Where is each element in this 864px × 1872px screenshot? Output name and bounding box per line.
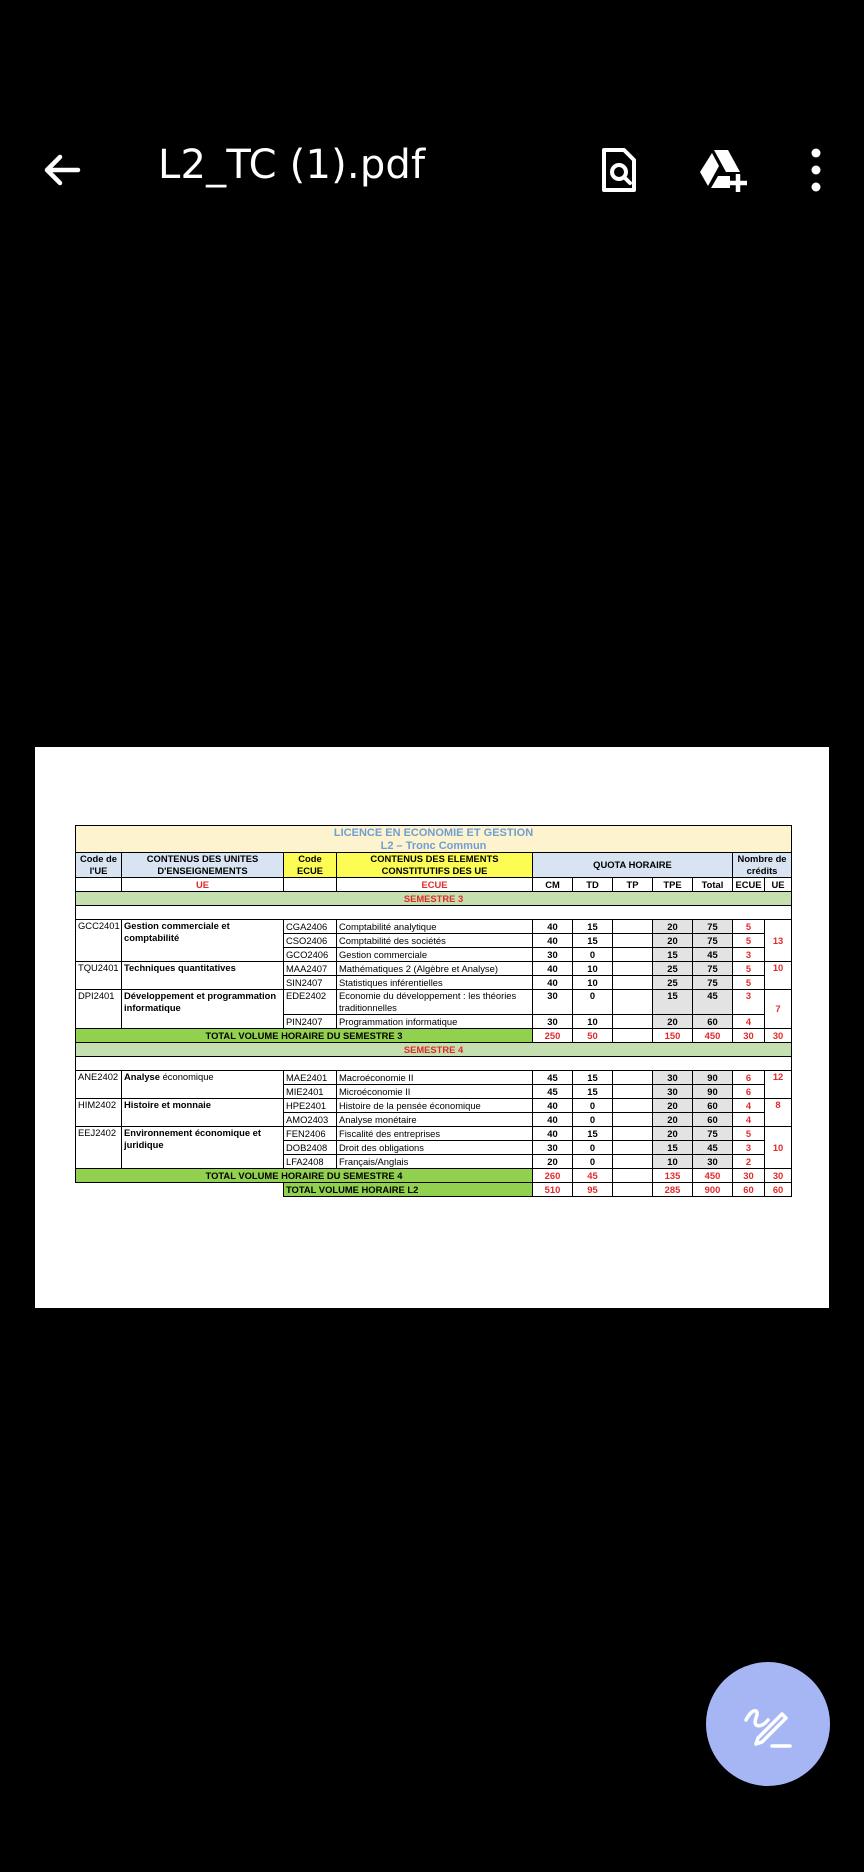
total-value: 45 <box>693 990 733 1015</box>
ecue-code: HPE2401 <box>284 1099 337 1113</box>
ue-credits: 7 <box>765 990 792 1029</box>
ecue-name: Analyse monétaire <box>337 1113 533 1127</box>
tp-value <box>613 1113 653 1127</box>
ecue-name: Statistiques inférentielles <box>337 976 533 990</box>
more-vert-icon[interactable] <box>790 144 842 196</box>
ecue-credits: 5 <box>733 962 765 976</box>
ecue-credits: 4 <box>733 1099 765 1113</box>
total-value: 75 <box>693 962 733 976</box>
ecue-name: Histoire de la pensée économique <box>337 1099 533 1113</box>
ecue-credits: 3 <box>733 948 765 962</box>
total-tp <box>613 1169 653 1183</box>
tpe-value: 20 <box>653 920 693 934</box>
total-value: 75 <box>693 1127 733 1141</box>
ue-code: TQU2401 <box>76 962 122 990</box>
td-value: 15 <box>573 934 613 948</box>
tp-value <box>613 1015 653 1029</box>
ecue-name: Gestion commerciale <box>337 948 533 962</box>
cm-value: 40 <box>533 934 573 948</box>
header-contenus-ue: CONTENUS DES UNITES D'ENSEIGNEMENTS <box>122 853 284 878</box>
ue-name: Techniques quantitatives <box>122 962 284 990</box>
header-cr-ecue: ECUE <box>733 878 765 892</box>
ecue-code: MAA2407 <box>284 962 337 976</box>
td-value: 10 <box>573 962 613 976</box>
tp-value <box>613 1071 653 1085</box>
ecue-credits: 5 <box>733 976 765 990</box>
ecue-code: MIE2401 <box>284 1085 337 1099</box>
total-td: 50 <box>573 1029 613 1043</box>
header-ecue: ECUE <box>337 878 533 892</box>
total-value: 75 <box>693 976 733 990</box>
tp-value <box>613 948 653 962</box>
total-ecue: 30 <box>733 1029 765 1043</box>
ecue-credits: 2 <box>733 1155 765 1169</box>
ecue-credits: 5 <box>733 920 765 934</box>
total-value: 90 <box>693 1085 733 1099</box>
tp-value <box>613 1099 653 1113</box>
ue-credits: 8 <box>765 1099 792 1127</box>
ecue-credits: 6 <box>733 1071 765 1085</box>
semester-3-label: SEMESTRE 3 <box>76 892 792 906</box>
pdf-page <box>35 747 829 1308</box>
total-tpe: 150 <box>653 1029 693 1043</box>
ue-name: Analyse économique <box>122 1071 284 1099</box>
ue-name: Environnement économique et juridique <box>122 1127 284 1169</box>
ue-code: DPI2401 <box>76 990 122 1029</box>
tpe-value: 15 <box>653 1141 693 1155</box>
semester-4-label: SEMESTRE 4 <box>76 1043 792 1057</box>
table-row <box>76 962 792 976</box>
header-tpe: TPE <box>653 878 693 892</box>
ue-credits: 10 <box>765 962 792 990</box>
td-value: 15 <box>573 1071 613 1085</box>
total-value: 75 <box>693 934 733 948</box>
total-label: TOTAL VOLUME HORAIRE DU SEMESTRE 4 <box>76 1169 533 1183</box>
total-total: 450 <box>693 1029 733 1043</box>
cm-value: 40 <box>533 976 573 990</box>
edit-sign-icon <box>742 1698 794 1750</box>
ecue-code: AMO2403 <box>284 1113 337 1127</box>
total-value: 75 <box>693 920 733 934</box>
cm-value: 40 <box>533 1099 573 1113</box>
tp-value <box>613 1127 653 1141</box>
tpe-value: 20 <box>653 1113 693 1127</box>
ecue-name: Programmation informatique <box>337 1015 533 1029</box>
ue-code: EEJ2402 <box>76 1127 122 1169</box>
total-total: 450 <box>693 1169 733 1183</box>
ecue-credits: 4 <box>733 1015 765 1029</box>
header-cr-ue: UE <box>765 878 792 892</box>
ecue-name: Microéconomie II <box>337 1085 533 1099</box>
total-tp <box>613 1183 653 1197</box>
ecue-code: DOB2408 <box>284 1141 337 1155</box>
ue-credits: 13 <box>765 920 792 962</box>
total-value: 30 <box>693 1155 733 1169</box>
total-ue: 30 <box>765 1029 792 1043</box>
tpe-value: 20 <box>653 1015 693 1029</box>
total-value: 45 <box>693 1141 733 1155</box>
total-tpe: 285 <box>653 1183 693 1197</box>
ue-credits: 12 <box>765 1071 792 1099</box>
ecue-credits: 5 <box>733 934 765 948</box>
cm-value: 30 <box>533 1141 573 1155</box>
table-row <box>76 990 792 1015</box>
total-value: 45 <box>693 948 733 962</box>
tpe-value: 30 <box>653 1071 693 1085</box>
td-value: 10 <box>573 1015 613 1029</box>
ecue-code: CSO2406 <box>284 934 337 948</box>
total-value: 90 <box>693 1071 733 1085</box>
tp-value <box>613 934 653 948</box>
td-value: 15 <box>573 1127 613 1141</box>
table-row <box>76 1071 792 1085</box>
ecue-name: Comptabilité des sociétés <box>337 934 533 948</box>
tp-value <box>613 1155 653 1169</box>
total-tpe: 135 <box>653 1169 693 1183</box>
ecue-name: Droit des obligations <box>337 1141 533 1155</box>
tpe-value: 25 <box>653 976 693 990</box>
cm-value: 45 <box>533 1071 573 1085</box>
header-credits: Nombre de crédits <box>733 853 792 878</box>
semester-3-total-row <box>76 1029 792 1043</box>
header-ue: UE <box>122 878 284 892</box>
total-cm: 250 <box>533 1029 573 1043</box>
total-td: 45 <box>573 1169 613 1183</box>
doc-subtitle: L2 – Tronc Commun <box>76 839 792 853</box>
cm-value: 40 <box>533 962 573 976</box>
ue-name: Histoire et monnaie <box>122 1099 284 1127</box>
td-value: 0 <box>573 1099 613 1113</box>
td-value: 0 <box>573 948 613 962</box>
tpe-value: 30 <box>653 1085 693 1099</box>
header-quota: QUOTA HORAIRE <box>533 853 733 878</box>
ecue-code: CGA2406 <box>284 920 337 934</box>
tpe-value: 20 <box>653 934 693 948</box>
ue-credits: 10 <box>765 1127 792 1169</box>
tp-value <box>613 920 653 934</box>
total-cm: 510 <box>533 1183 573 1197</box>
arrow-back-icon[interactable] <box>38 146 86 194</box>
top-app-bar <box>0 120 864 220</box>
td-value: 15 <box>573 920 613 934</box>
table-row <box>76 1099 792 1113</box>
table-row <box>76 920 792 934</box>
tp-value <box>613 962 653 976</box>
add-to-drive-icon[interactable] <box>696 144 748 196</box>
total-label: TOTAL VOLUME HORAIRE L2 <box>284 1183 533 1197</box>
tp-value <box>613 1085 653 1099</box>
header-contenus-ecue: CONTENUS DES ELEMENTS CONSTITUTIFS DES UE <box>337 853 533 878</box>
total-td: 95 <box>573 1183 613 1197</box>
ecue-code: GCO2406 <box>284 948 337 962</box>
ecue-name: Fiscalité des entreprises <box>337 1127 533 1141</box>
ecue-name: Comptabilité analytique <box>337 920 533 934</box>
header-code-ue: Code de l'UE <box>76 853 122 878</box>
total-label: TOTAL VOLUME HORAIRE DU SEMESTRE 3 <box>76 1029 533 1043</box>
ue-code: GCC2401 <box>76 920 122 962</box>
table-row <box>76 1127 792 1141</box>
total-value: 60 <box>693 1113 733 1127</box>
ue-name: Développement et programmation informatique <box>122 990 284 1029</box>
total-ue: 60 <box>765 1183 792 1197</box>
td-value: 0 <box>573 1141 613 1155</box>
ue-code: ANE2402 <box>76 1071 122 1099</box>
tp-value <box>613 1141 653 1155</box>
cm-value: 40 <box>533 1127 573 1141</box>
total-tp <box>613 1029 653 1043</box>
td-value: 0 <box>573 1113 613 1127</box>
edit-fab-button[interactable] <box>706 1662 830 1786</box>
total-cm: 260 <box>533 1169 573 1183</box>
curriculum-table <box>75 825 792 1197</box>
tp-value <box>613 976 653 990</box>
total-value: 60 <box>693 1015 733 1029</box>
cm-value: 40 <box>533 920 573 934</box>
total-value: 60 <box>693 1099 733 1113</box>
tp-value <box>613 990 653 1015</box>
l2-total-row <box>76 1183 792 1197</box>
ecue-name: Mathématiques 2 (Algèbre et Analyse) <box>337 962 533 976</box>
header-code-ecue: Code ECUE <box>284 853 337 878</box>
ecue-code: MAE2401 <box>284 1071 337 1085</box>
tpe-value: 15 <box>653 990 693 1015</box>
ecue-code: FEN2406 <box>284 1127 337 1141</box>
td-value: 15 <box>573 1085 613 1099</box>
td-value: 10 <box>573 976 613 990</box>
ecue-name: Français/Anglais <box>337 1155 533 1169</box>
td-value: 0 <box>573 990 613 1015</box>
ue-code: HIM2402 <box>76 1099 122 1127</box>
header-cm: CM <box>533 878 573 892</box>
ecue-credits: 6 <box>733 1085 765 1099</box>
cm-value: 30 <box>533 990 573 1015</box>
document-title: L2_TC (1).pdf <box>158 142 426 188</box>
ecue-credits: 4 <box>733 1113 765 1127</box>
doc-title: LICENCE EN ECONOMIE ET GESTION <box>76 826 792 840</box>
ecue-name: Macroéconomie II <box>337 1071 533 1085</box>
header-total: Total <box>693 878 733 892</box>
cm-value: 20 <box>533 1155 573 1169</box>
total-ue: 30 <box>765 1169 792 1183</box>
tpe-value: 10 <box>653 1155 693 1169</box>
ecue-credits: 3 <box>733 1141 765 1155</box>
ecue-credits: 3 <box>733 990 765 1015</box>
cm-value: 30 <box>533 948 573 962</box>
cm-value: 30 <box>533 1015 573 1029</box>
ecue-code: SIN2407 <box>284 976 337 990</box>
td-value: 0 <box>573 1155 613 1169</box>
ecue-code: PIN2407 <box>284 1015 337 1029</box>
semester-4-total-row <box>76 1169 792 1183</box>
ecue-code: LFA2408 <box>284 1155 337 1169</box>
header-tp: TP <box>613 878 653 892</box>
tpe-value: 15 <box>653 948 693 962</box>
header-td: TD <box>573 878 613 892</box>
total-ecue: 30 <box>733 1169 765 1183</box>
cm-value: 45 <box>533 1085 573 1099</box>
ecue-name: Economie du développement : les théories traditionnelles <box>337 990 533 1015</box>
document-search-icon[interactable] <box>592 144 644 196</box>
total-total: 900 <box>693 1183 733 1197</box>
ecue-code: EDE2402 <box>284 990 337 1015</box>
total-ecue: 60 <box>733 1183 765 1197</box>
tpe-value: 20 <box>653 1127 693 1141</box>
tpe-value: 25 <box>653 962 693 976</box>
tpe-value: 20 <box>653 1099 693 1113</box>
ecue-credits: 5 <box>733 1127 765 1141</box>
ue-name: Gestion commerciale et comptabilité <box>122 920 284 962</box>
cm-value: 40 <box>533 1113 573 1127</box>
